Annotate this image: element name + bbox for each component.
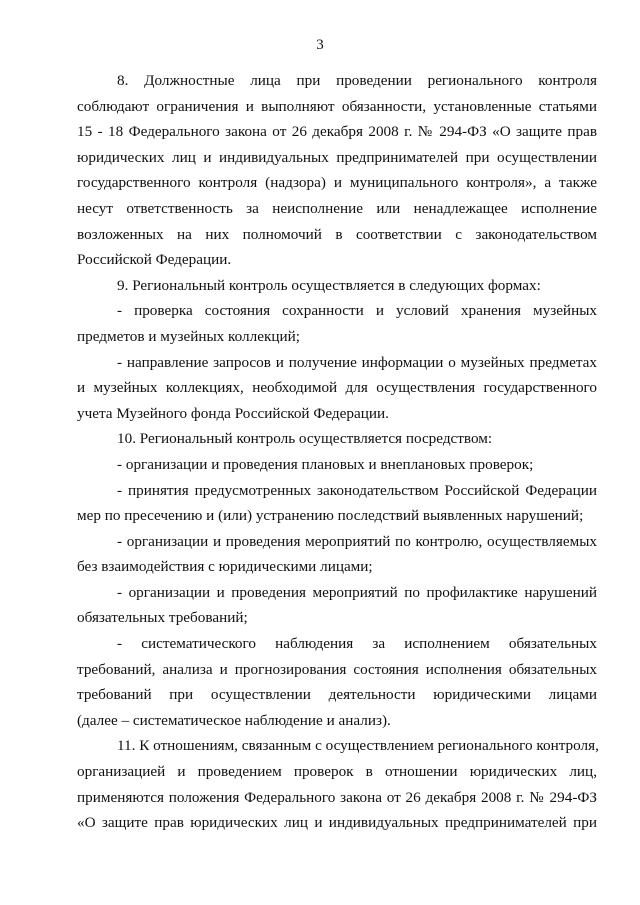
paragraph-p11 — [77, 733, 597, 835]
text-line: организацией и проведением проверок в отношении юридических лиц, — [77, 763, 597, 781]
text-line: Российской Федерации. — [77, 251, 232, 269]
text-line: соблюдают ограничения и выполняют обязанности, установленные статьями — [77, 97, 597, 115]
text-line: государственного контроля (надзора) и муниципального контроля», а также — [77, 174, 597, 192]
paragraph-p10-5 — [77, 631, 597, 733]
text-line: 9. Региональный контроль осуществляется в следующих формах: — [117, 276, 541, 294]
text-line: применяются положения Федерального закона от 26 декабря 2008 г. № 294-ФЗ — [77, 788, 597, 806]
paragraph-p9-2 — [77, 350, 597, 427]
paragraph-p10-1 — [77, 452, 597, 478]
paragraph-p10-2 — [77, 478, 597, 529]
paragraph-p10-3 — [77, 529, 597, 580]
text-line: 11. К отношениям, связанным с осуществлением регионального контроля, — [117, 737, 599, 755]
text-line: «О защите прав юридических лиц и индивидуальных предпринимателей при — [77, 814, 597, 832]
text-line: предметов и музейных коллекций; — [77, 327, 300, 345]
text-line: (далее – систематическое наблюдение и анализ). — [77, 711, 391, 729]
paragraph-p9 — [77, 273, 597, 299]
text-line: требований при осуществлении деятельности юридическими лицами — [77, 686, 597, 704]
text-line: - организации и проведения мероприятий по профилактике нарушений — [117, 583, 597, 601]
text-line: без взаимодействия с юридическими лицами; — [77, 558, 373, 576]
text-line: 8. Должностные лица при проведении регионального контроля — [117, 72, 597, 89]
page-number: 3 — [316, 37, 324, 53]
text-line: - принятия предусмотренных законодательством Российской Федерации — [117, 481, 597, 499]
text-line: 15 - 18 Федерального закона от 26 декабря 2008 г. № 294-ФЗ «О защите прав — [77, 123, 597, 141]
text-line: - организации и проведения плановых и внеплановых проверок; — [117, 455, 534, 473]
text-line: требований, анализа и прогнозирования состояния исполнения обязательных — [77, 660, 597, 678]
text-line: - систематического наблюдения за исполнением обязательных — [117, 635, 597, 653]
text-line: - направление запросов и получение информации о музейных предметах — [117, 353, 597, 371]
text-line: и музейных коллекциях, необходимой для осуществления государственного — [77, 379, 597, 397]
text-line: мер по пресечению и (или) устранению последствий выявленных нарушений; — [77, 507, 584, 525]
text-line: - проверка состояния сохранности и условий хранения музейных — [117, 302, 597, 320]
text-line: учета Музейного фонда Российской Федерации. — [77, 404, 389, 422]
text-line: обязательных требований; — [77, 609, 248, 627]
paragraph-p10 — [77, 426, 597, 452]
text-line: - организации и проведения мероприятий по контролю, осуществляемых — [117, 532, 597, 550]
text-line: несут ответственность за неисполнение или ненадлежащее исполнение — [77, 199, 597, 217]
paragraph-p8 — [77, 68, 597, 273]
paragraph-p9-1 — [77, 298, 597, 349]
paragraph-p10-4 — [77, 580, 597, 631]
document-body — [77, 68, 597, 836]
text-line: 10. Региональный контроль осуществляется посредством: — [117, 430, 493, 448]
text-line: возложенных на них полномочий в соответствии с законодательством — [77, 225, 597, 243]
text-line: юридических лиц и индивидуальных предпринимателей при осуществлении — [77, 148, 597, 166]
